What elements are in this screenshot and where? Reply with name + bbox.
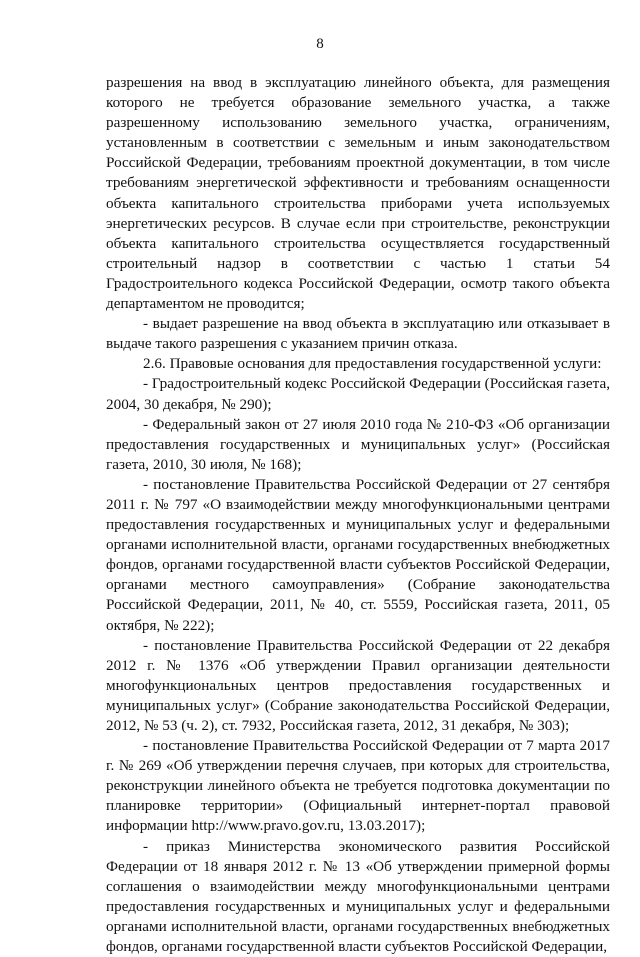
paragraph: - постановление Правительства Российской Федерации от 7 марта 2017 г. № 269 «Об утверждении перечня случаев, при которых для строительства, реконструкции линейного объекта не требуется подготовка документации по планировке территории» (Официальный интернет-портал правовой информации http://www.pravo.gov.ru, 13.03.2017);	[106, 737, 610, 835]
paragraph: - Федеральный закон от 27 июля 2010 года № 210-ФЗ «Об организации предоставления государственных и муниципальных услуг» (Российская газета, 2010, 30 июля, № 168);	[106, 415, 610, 473]
paragraph: разрешения на ввод в эксплуатацию линейного объекта, для размещения которого не требуется образование земельного участка, а также разрешенному использованию земельного участка, ограничениям, установленным в соответствии с земельным и иным законодательством Российской Федерации, требованиям проектной документации, в том числе требованиям энергетической эффективности и требованиям оснащенности объекта капитального строительства приборами учета используемых энергетических ресурсов. В случае если при строительстве, реконструкции объекта капитального строительства осуществляется государственный строительный надзор в соответствии с частью 1 статьи 54 Градостроительного кодекса Российской Федерации, осмотр такого объекта департаментом не проводится;	[106, 74, 610, 313]
paragraph: - выдает разрешение на ввод объекта в эксплуатацию или отказывает в выдаче такого разрешения с указанием причин отказа.	[106, 315, 610, 353]
paragraph: - Градостроительный кодекс Российской Федерации (Российская газета, 2004, 30 декабря, № 290);	[106, 375, 610, 413]
paragraph: - постановление Правительства Российской Федерации от 27 сентября 2011 г. № 797 «О взаимодействии между многофункциональными центрами предоставления государственных и муниципальных услуг и федеральными органами исполнительной власти, органами государственных внебюджетных фондов, органами государственной власти субъектов Российской Федерации, органами местного самоуправления» (Собрание законодательства Российской Федерации, 2011, № 40, ст. 5559, Российская газета, 2011, 05 октября, № 222);	[106, 475, 610, 634]
document-body	[106, 73, 610, 957]
page-number: 8	[316, 36, 324, 52]
paragraph: 2.6. Правовые основания для предоставления государственной услуги:	[143, 355, 602, 373]
paragraph: - постановление Правительства Российской Федерации от 22 декабря 2012 г. № 1376 «Об утверждении Правил организации деятельности многофункциональных центров предоставления государственных и муниципальных услуг» (Собрание законодательства Российской Федерации, 2012, № 53 (ч. 2), ст. 7932, Российская газета, 2012, 31 декабря, № 303);	[106, 636, 610, 734]
paragraph: - приказ Министерства экономического развития Российской Федерации от 18 января 2012 г. № 13 «Об утверждении примерной формы соглашения о взаимодействии между многофункциональными центрами предоставления государственных и муниципальных услуг и федеральными органами исполнительной власти, органами государственных внебюджетных фондов, органами государственной власти субъектов Российской Федерации,	[106, 837, 610, 956]
